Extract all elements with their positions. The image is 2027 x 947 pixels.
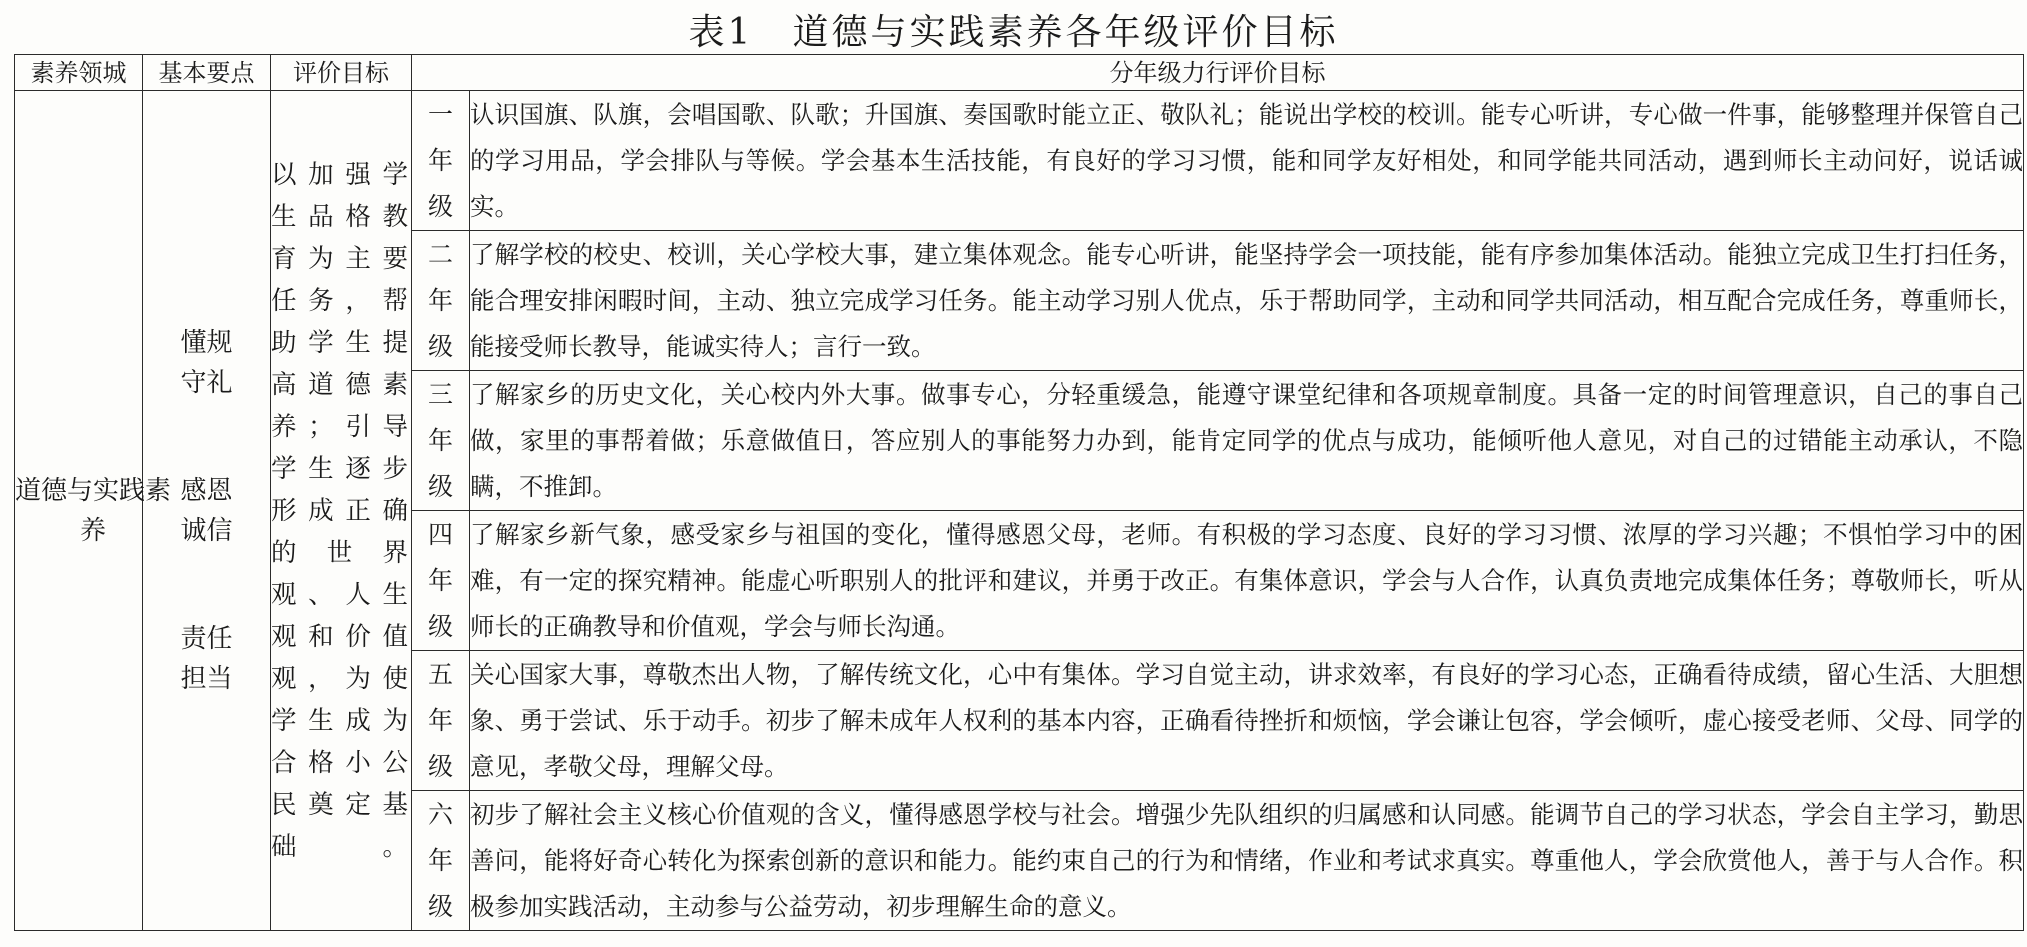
grade-label: 四年级	[428, 519, 454, 641]
grade-text: 关心国家大事，尊敬杰出人物，了解传统文化，心中有集体。学习自觉主动，讲求效率，有良好的学习心态，正确看待成绩，留心生活、大胆想象、勇于尝试、乐于动手。初步了解未成年人权利的基本内容，正确看待挫折和烦恼，学会谦让包容，学会倾听，虚心接受老师、父母、同学的意见，孝敬父母，理解父母。	[470, 651, 2024, 791]
grade-label-cell	[412, 231, 470, 371]
grade-text: 了解学校的校史、校训，关心学校大事，建立集体观念。能专心听讲，能坚持学会一项技能，能有序参加集体活动。能独立完成卫生打扫任务，能合理安排闲暇时间，主动、独立完成学习任务。能主动学习别人优点，乐于帮助同学，主动和同学共同活动，相互配合完成任务，尊重师长，能接受师长教导，能诚实待人；言行一致。	[470, 231, 2024, 371]
point-responsibility: 责任担当	[180, 623, 233, 694]
point-gratitude: 感恩诚信	[180, 475, 233, 546]
grade-label-cell	[412, 91, 470, 231]
grade-label: 六年级	[428, 799, 454, 921]
grade-label-cell	[412, 791, 470, 931]
domain-cell	[15, 91, 172, 931]
grade-label: 二年级	[428, 239, 454, 361]
points-cell	[143, 91, 271, 931]
grade-row-1	[15, 91, 2024, 231]
grade-label-cell	[412, 511, 470, 651]
domain-text: 道德与实践素养	[15, 475, 172, 546]
header-row	[15, 55, 2024, 91]
header-domain: 素养领城	[15, 55, 143, 91]
grade-text: 认识国旗、队旗，会唱国歌、队歌；升国旗、奏国歌时能立正、敬队礼；能说出学校的校训。能专心听讲，专心做一件事，能够整理并保管自己的学习用品，学会排队与等候。学会基本生活技能，有良好的学习习惯，能和同学友好相处，和同学能共同活动，遇到师长主动问好，说话诚实。	[470, 91, 2024, 231]
header-grade-goals: 分年级力行评价目标	[412, 55, 2024, 91]
header-goal: 评价目标	[271, 55, 412, 91]
goal-text: 以加强学生品格教育为主要任务，帮助学生提高道德素养；引导学生逐步形成正确的世界观、人生观和价值观，为使学生成为合格小公民奠定基础。	[271, 159, 411, 862]
grade-label: 五年级	[428, 659, 454, 781]
grade-text: 初步了解社会主义核心价值观的含义，懂得感恩学校与社会。增强少先队组织的归属感和认同感。能调节自己的学习状态，学会自主学习，勤思善问，能将好奇心转化为探索创新的意识和能力。能约束自己的行为和情绪，作业和考试求真实。尊重他人，学会欣赏他人，善于与人合作。积极参加实践活动，主动参与公益劳动，初步理解生命的意义。	[470, 791, 2024, 931]
table-title: 表1 道德与实践素养各年级评价目标	[688, 12, 1339, 53]
goal-cell	[271, 91, 412, 931]
point-rules: 懂规守礼	[180, 327, 233, 398]
grade-text: 了解家乡新气象，感受家乡与祖国的变化，懂得感恩父母，老师。有积极的学习态度、良好的学习习惯、浓厚的学习兴趣；不惧怕学习中的困难，有一定的探究精神。能虚心听职别人的批评和建议，并勇于改正。有集体意识，学会与人合作，认真负责地完成集体任务；尊敬师长，听从师长的正确教导和价值观，学会与师长沟通。	[470, 511, 2024, 651]
header-points: 基本要点	[143, 55, 271, 91]
grade-text: 了解家乡的历史文化，关心校内外大事。做事专心，分轻重缓急，能遵守课堂纪律和各项规章制度。具备一定的时间管理意识，自己的事自己做，家里的事帮着做；乐意做值日，答应别人的事能努力办到，能肯定同学的优点与成功，能倾听他人意见，对自己的过错能主动承认，不隐瞒，不推卸。	[470, 371, 2024, 511]
grade-label: 三年级	[428, 379, 454, 501]
grade-label-cell	[412, 371, 470, 511]
grade-label: 一年级	[428, 99, 454, 221]
grade-label-cell	[412, 651, 470, 791]
evaluation-table	[14, 54, 2024, 931]
